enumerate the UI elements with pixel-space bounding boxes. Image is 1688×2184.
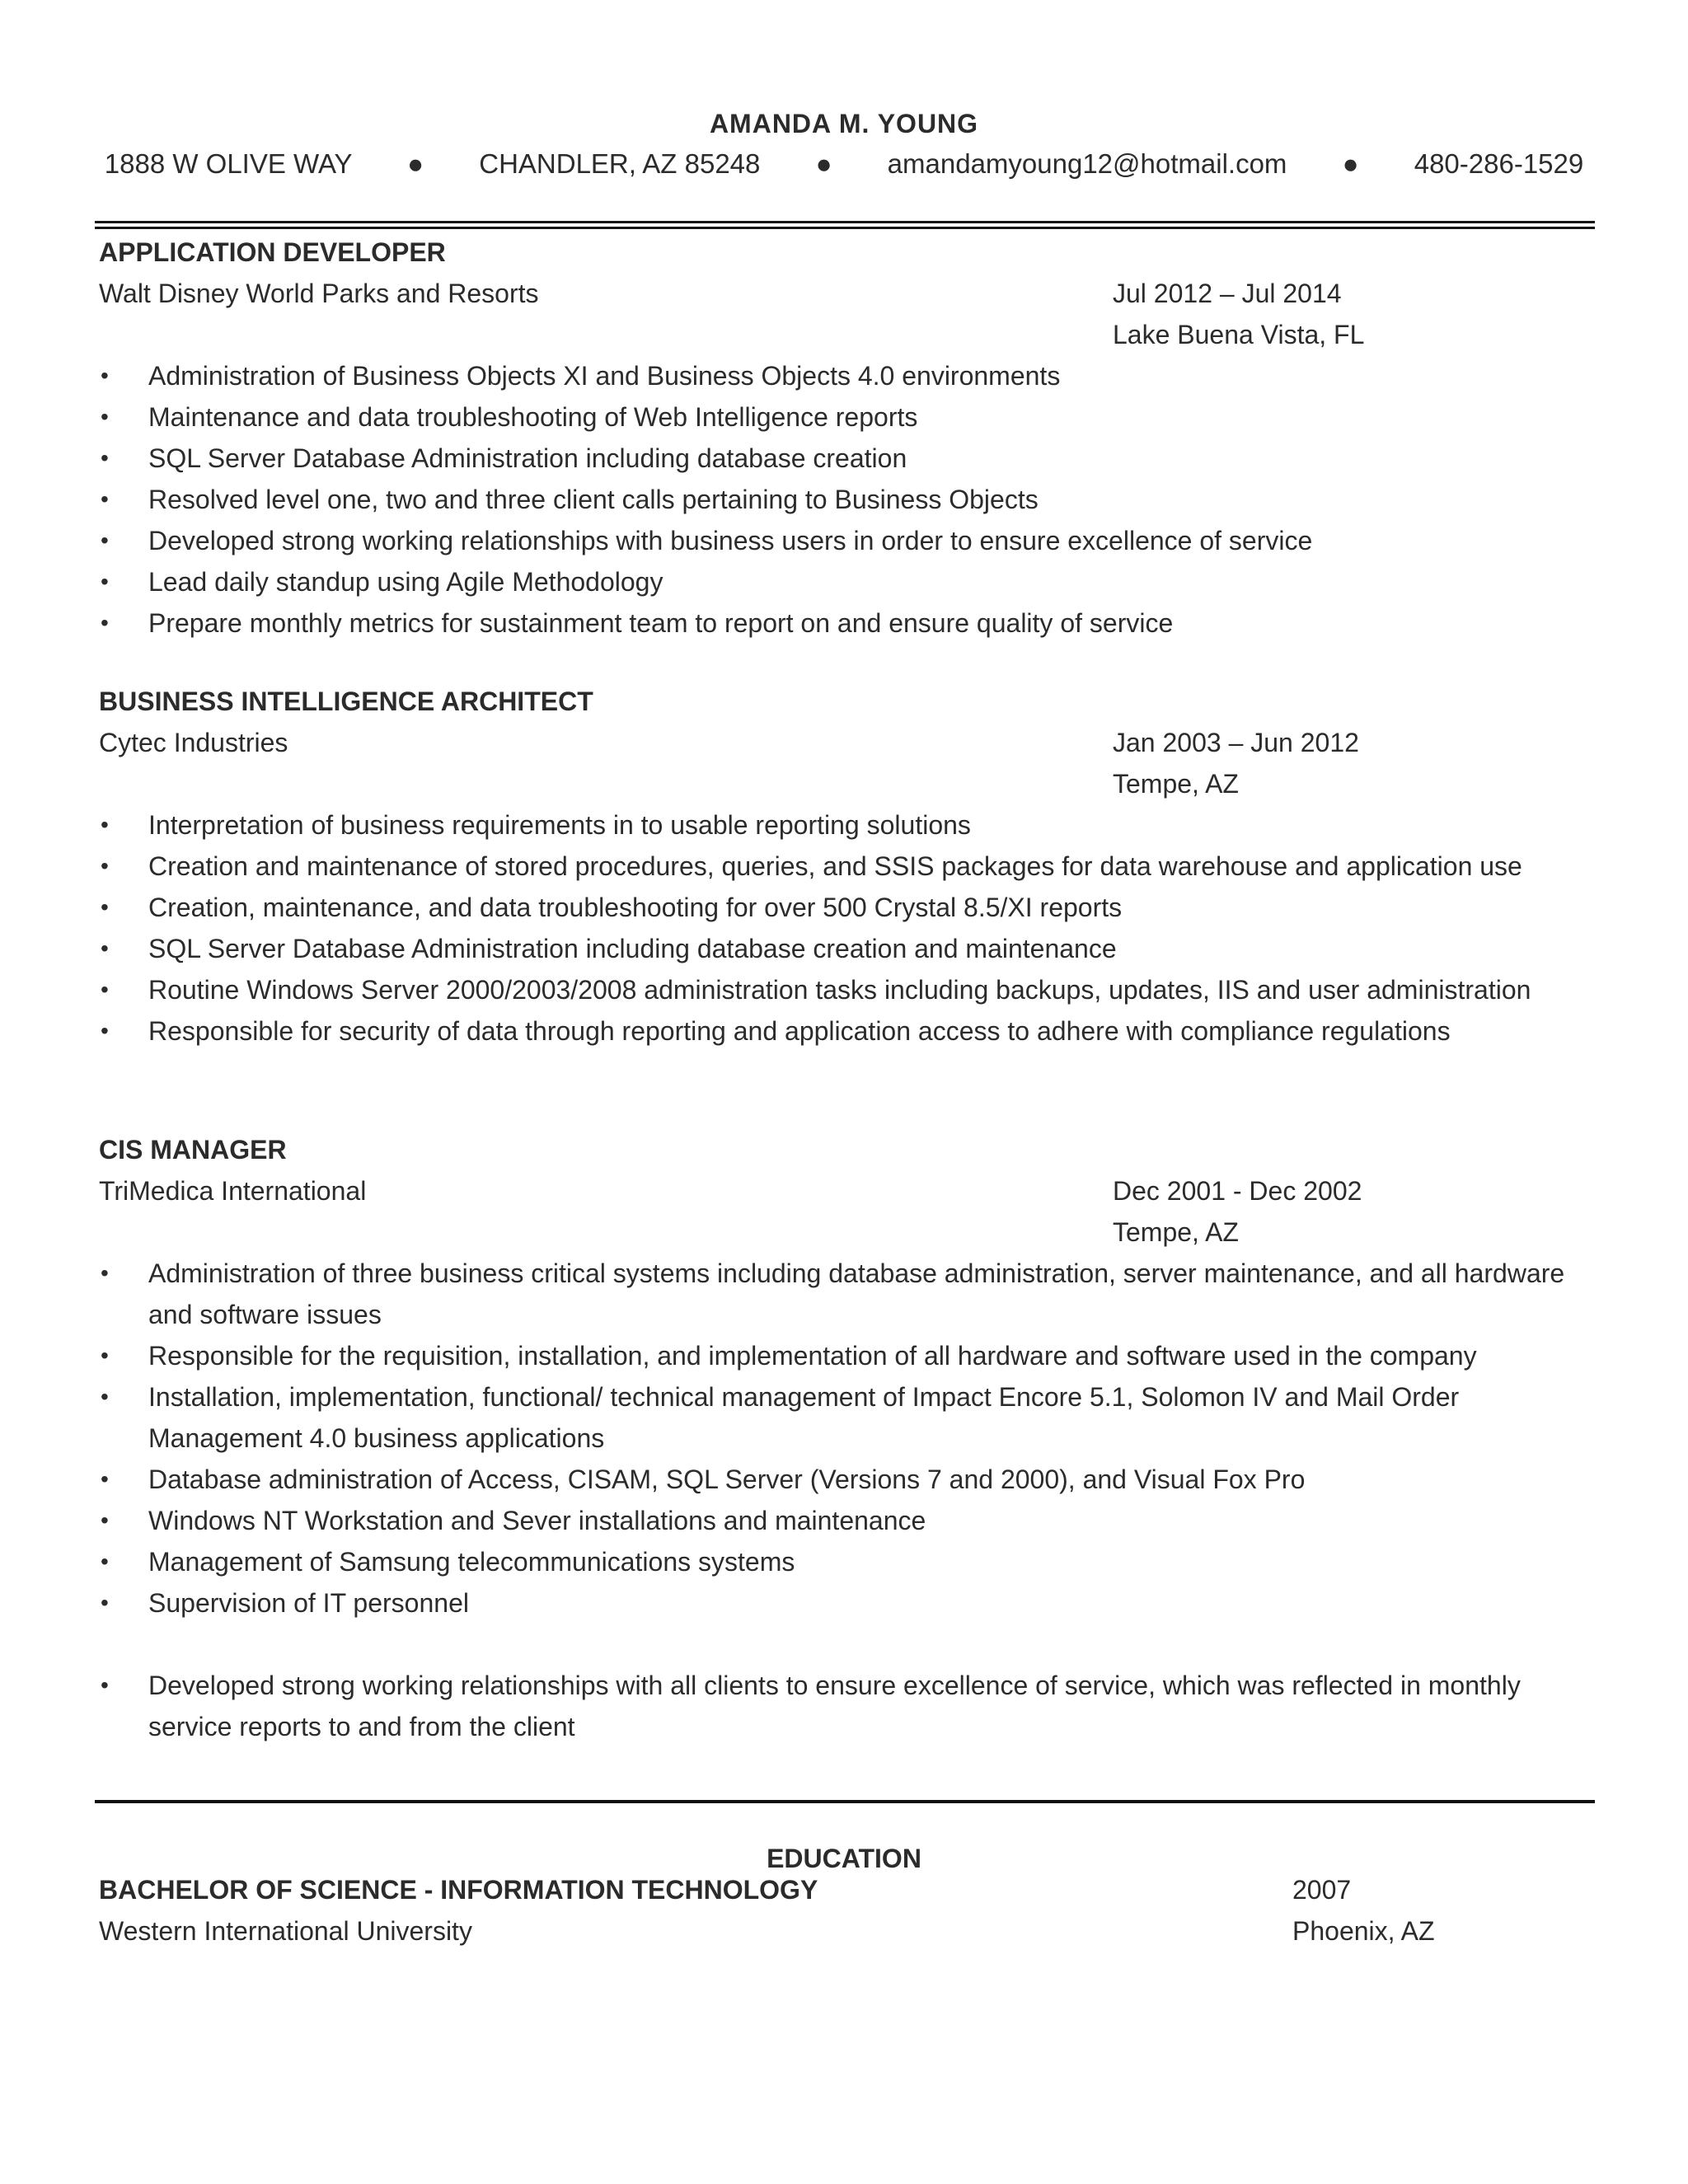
- bullet-icon: •: [101, 527, 109, 553]
- list-item: • Database administration of Access, CISAM, SQL Server (Versions 7 and 2000), and Visual Fox Pro: [99, 1459, 1599, 1500]
- job-bullets: [99, 355, 1599, 644]
- bullet-icon: •: [101, 977, 109, 1002]
- bullet-icon: •: [101, 1018, 109, 1043]
- job-location: Tempe, AZ: [1113, 1217, 1239, 1247]
- job-company: Walt Disney World Parks and Resorts: [99, 279, 539, 308]
- education-section: [99, 1869, 1599, 1952]
- job-business-intelligence-architect: [99, 681, 1599, 1052]
- list-item: • Administration of three business critical systems including database administration, server maintenance, and all hardware and software issues: [99, 1253, 1599, 1335]
- bullet-icon: •: [101, 894, 109, 920]
- candidate-name: AMANDA M. YOUNG: [709, 109, 979, 138]
- list-item: • Responsible for security of data through reporting and application access to adhere with compliance regulations: [99, 1010, 1599, 1052]
- education-school: Western International University: [99, 1916, 472, 1946]
- job-application-developer: [99, 232, 1599, 644]
- list-item: • Lead daily standup using Agile Methodology: [99, 561, 1599, 602]
- list-item: • Interpretation of business requirements in to usable reporting solutions: [99, 804, 1599, 846]
- job-bullets: [99, 804, 1599, 1052]
- bullet-icon: •: [101, 1384, 109, 1409]
- list-item: • Responsible for the requisition, installation, and implementation of all hardware and software used in the company: [99, 1335, 1599, 1376]
- education-year: 2007: [1292, 1875, 1352, 1905]
- phone: 480-286-1529: [1414, 148, 1584, 179]
- bullet-icon: •: [101, 1507, 109, 1533]
- list-item: • Installation, implementation, functional/ technical management of Impact Encore 5.1, Solomon IV and Mail Order Management 4.0 business applications: [99, 1376, 1599, 1459]
- list-item: • Developed strong working relationships with business users in order to ensure excellence of service: [99, 520, 1599, 561]
- contact-line: [0, 148, 1688, 180]
- bullet-icon: •: [101, 404, 109, 429]
- list-item: • Creation and maintenance of stored procedures, queries, and SSIS packages for data warehouse and application use: [99, 846, 1599, 887]
- header-divider: [95, 221, 1595, 229]
- list-item: • Maintenance and data troubleshooting of Web Intelligence reports: [99, 396, 1599, 438]
- job-location: Tempe, AZ: [1113, 769, 1239, 799]
- bullet-icon: •: [101, 363, 109, 388]
- list-item: • Administration of Business Objects XI and Business Objects 4.0 environments: [99, 355, 1599, 396]
- education-divider: [95, 1800, 1595, 1803]
- job-company-row: [99, 1170, 1599, 1212]
- job-location-row: [99, 763, 1599, 804]
- education-degree: BACHELOR OF SCIENCE - INFORMATION TECHNOLOGY: [99, 1875, 818, 1905]
- bullet-icon: •: [101, 445, 109, 471]
- bullet-icon: •: [101, 486, 109, 512]
- education-location: Phoenix, AZ: [1292, 1916, 1435, 1946]
- list-item: • Developed strong working relationships with all clients to ensure excellence of service, which was reflected in monthly service reports to and from the client: [99, 1665, 1599, 1747]
- bullet-icon: •: [101, 853, 109, 879]
- bullet-icon: •: [101, 935, 109, 961]
- education-school-row: [99, 1910, 1599, 1952]
- job-title: BUSINESS INTELLIGENCE ARCHITECT: [99, 687, 593, 716]
- email: amandamyoung12@hotmail.com: [887, 148, 1287, 179]
- job-location-row: [99, 314, 1599, 355]
- bullet-icon: •: [101, 569, 109, 594]
- list-item: • Supervision of IT personnel: [99, 1582, 1599, 1624]
- list-item: • Prepare monthly metrics for sustainment team to report on and ensure quality of service: [99, 602, 1599, 644]
- job-cis-manager: [99, 1129, 1599, 1747]
- job-company-row: [99, 273, 1599, 314]
- job-dates: Jan 2003 – Jun 2012: [1113, 728, 1359, 757]
- job-bullets: [99, 1253, 1599, 1747]
- bullet-icon: •: [101, 1466, 109, 1492]
- separator-dot: ●: [815, 148, 832, 179]
- job-company: TriMedica International: [99, 1176, 367, 1206]
- city-state-zip: CHANDLER, AZ 85248: [479, 148, 761, 179]
- list-item: • Creation, maintenance, and data troubleshooting for over 500 Crystal 8.5/XI reports: [99, 887, 1599, 928]
- list-item: • Routine Windows Server 2000/2003/2008 administration tasks including backups, updates, IIS and user administration: [99, 969, 1599, 1010]
- bullet-icon: •: [101, 1260, 109, 1286]
- bullet-icon: •: [101, 1590, 109, 1615]
- job-company: Cytec Industries: [99, 728, 288, 757]
- separator-dot: ●: [407, 148, 424, 179]
- list-item: • Windows NT Workstation and Sever installations and maintenance: [99, 1500, 1599, 1541]
- list-item: • SQL Server Database Administration including database creation and maintenance: [99, 928, 1599, 969]
- job-company-row: [99, 722, 1599, 763]
- job-location: Lake Buena Vista, FL: [1113, 320, 1365, 349]
- address: 1888 W OLIVE WAY: [104, 148, 352, 179]
- list-item: • Management of Samsung telecommunications systems: [99, 1541, 1599, 1582]
- education-heading: EDUCATION: [767, 1844, 921, 1873]
- bullet-icon: •: [101, 812, 109, 837]
- bullet-icon: •: [101, 1343, 109, 1368]
- job-location-row: [99, 1212, 1599, 1253]
- list-item: • SQL Server Database Administration including database creation: [99, 438, 1599, 479]
- bullet-icon: •: [101, 1672, 109, 1698]
- list-item: • Resolved level one, two and three client calls pertaining to Business Objects: [99, 479, 1599, 520]
- job-dates: Dec 2001 - Dec 2002: [1113, 1176, 1362, 1206]
- separator-dot: ●: [1342, 148, 1359, 179]
- job-title: CIS MANAGER: [99, 1135, 287, 1165]
- education-degree-row: [99, 1869, 1599, 1910]
- bullet-icon: •: [101, 610, 109, 635]
- bullet-icon: •: [101, 1549, 109, 1574]
- job-title: APPLICATION DEVELOPER: [99, 237, 446, 267]
- job-dates: Jul 2012 – Jul 2014: [1113, 279, 1342, 308]
